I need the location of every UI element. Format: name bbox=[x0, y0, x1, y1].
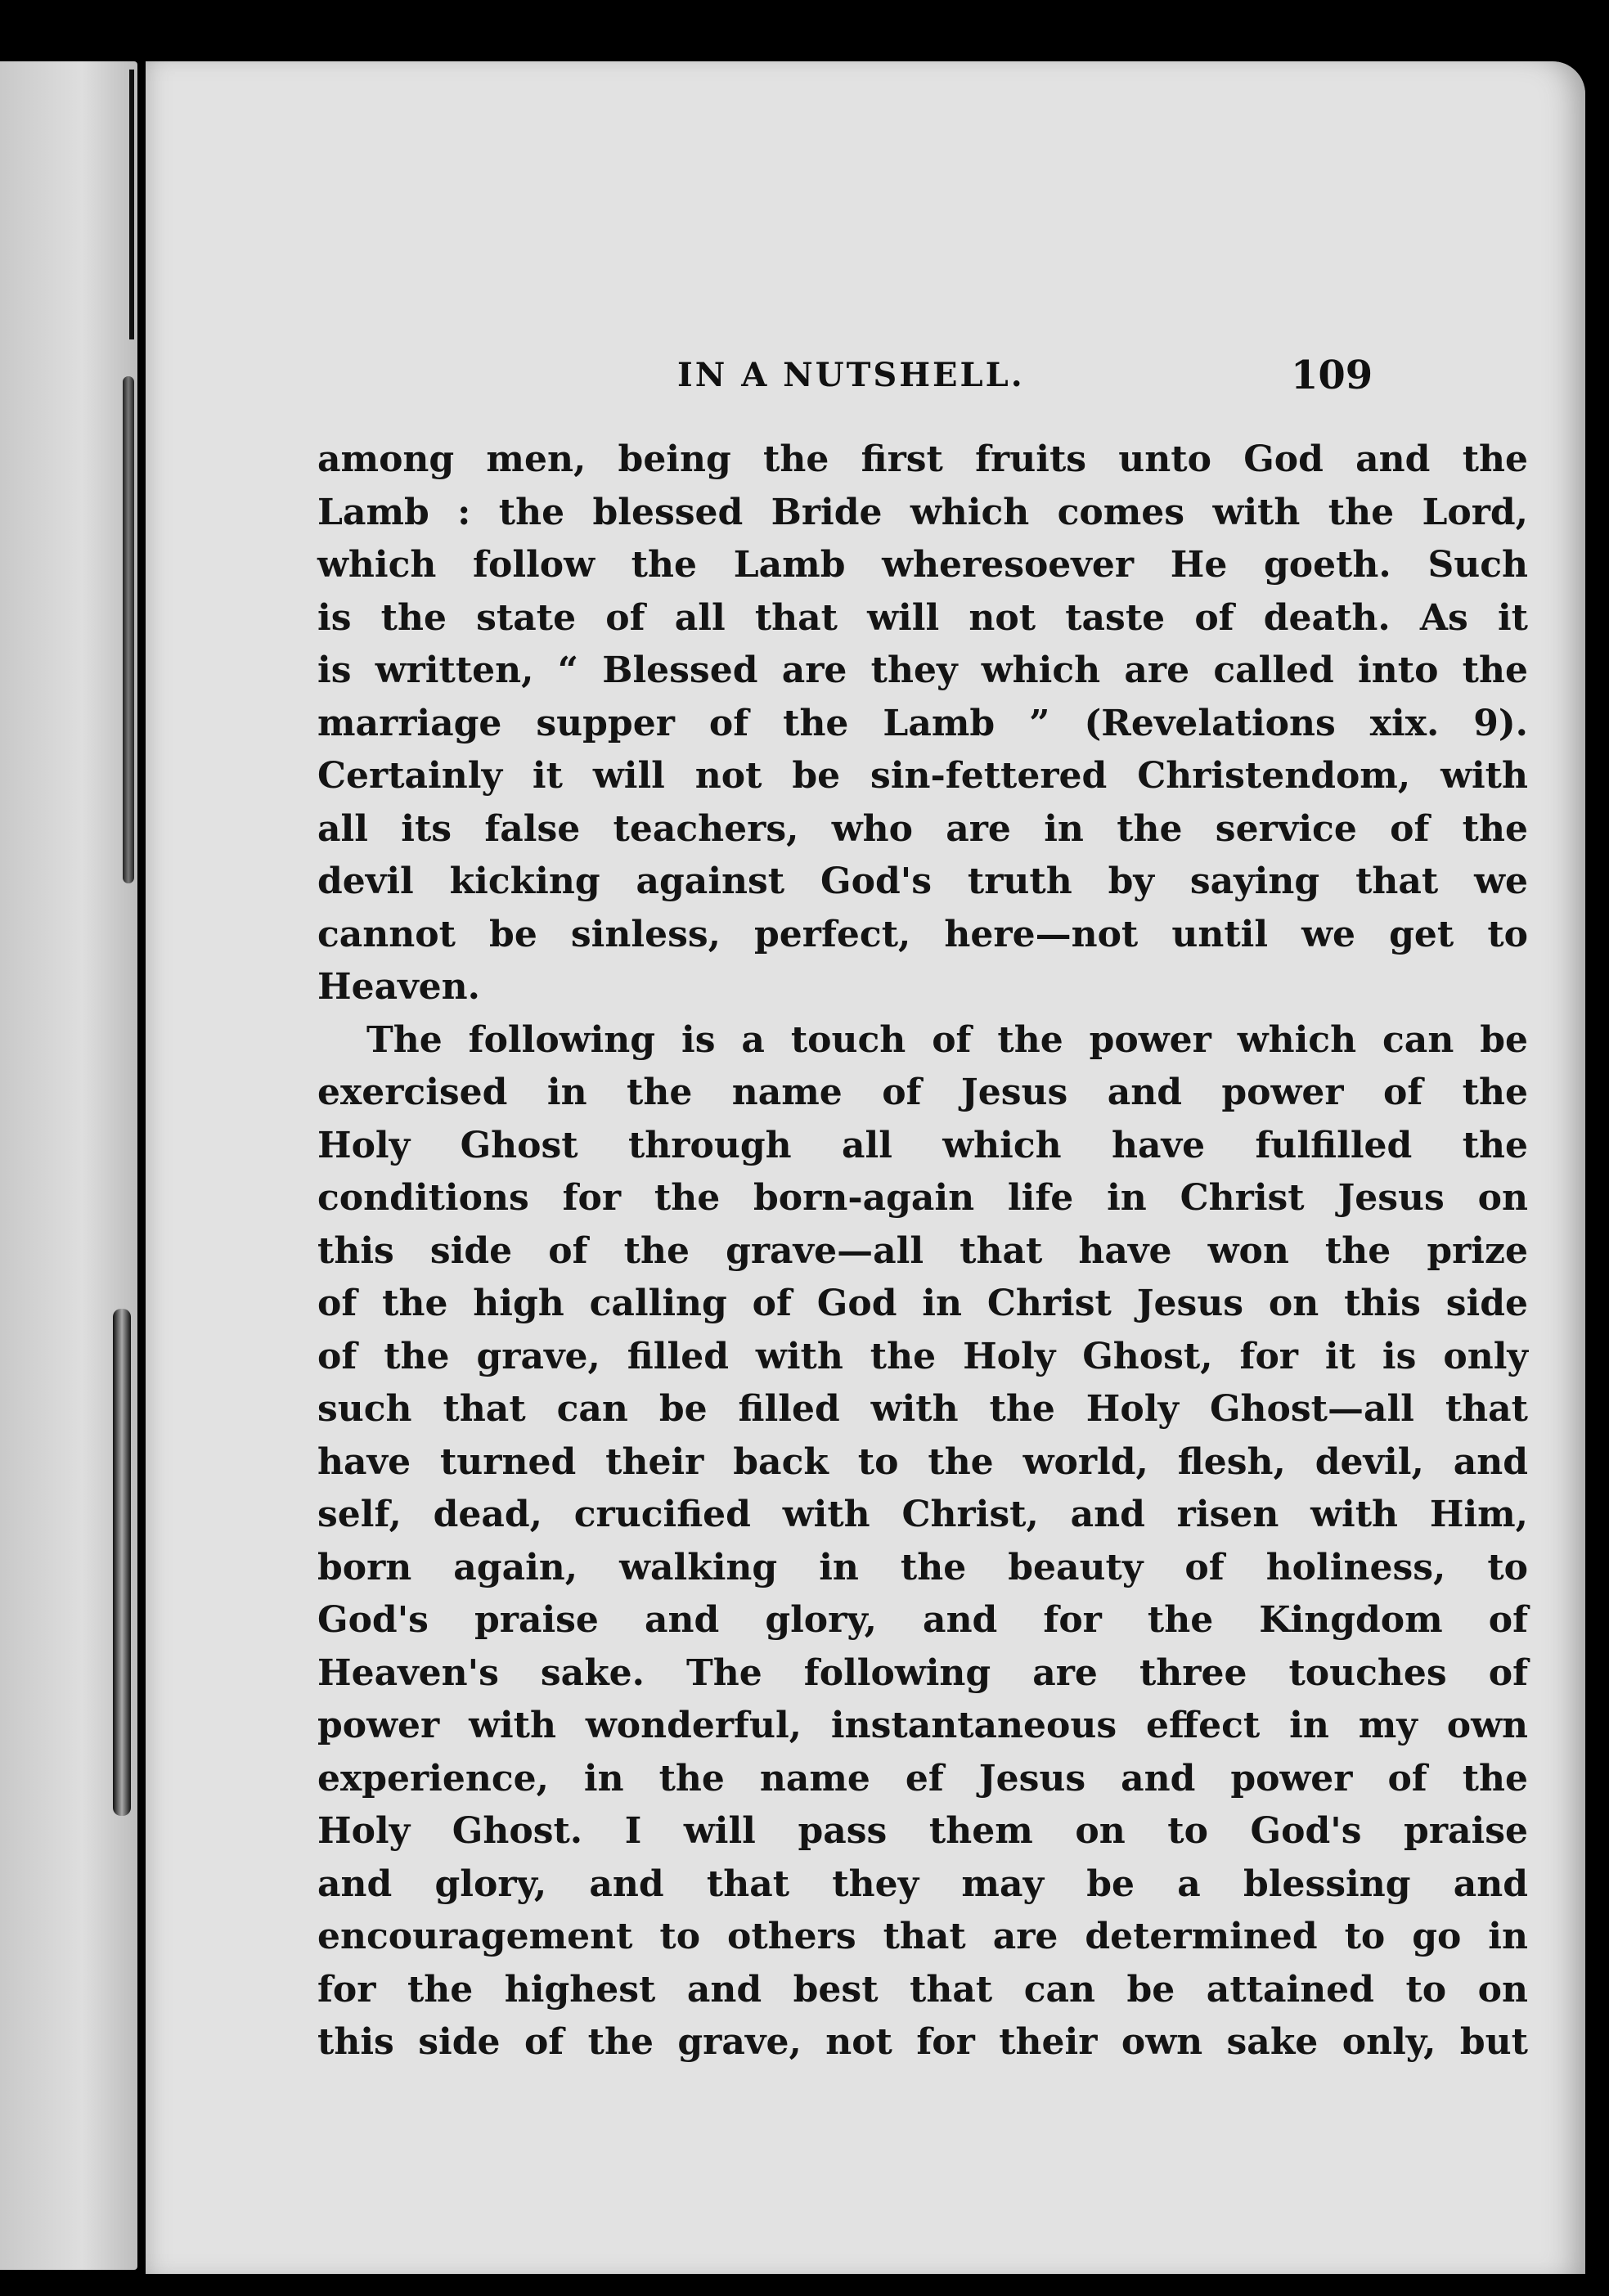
text-line: Certainly it will not be sin-fettered Christendom, with bbox=[317, 755, 1528, 797]
text-line: experience, in the name ef Jesus and power of the bbox=[317, 1757, 1528, 1800]
body-text bbox=[317, 434, 1528, 2069]
paragraph bbox=[317, 434, 1528, 1014]
gutter-shadow bbox=[113, 1309, 131, 1816]
text-line: which follow the Lamb wheresoever He goeth. Such bbox=[317, 544, 1528, 586]
text-line: this side of the grave, not for their own sake only, but bbox=[317, 2021, 1528, 2063]
text-line: Heaven's sake. The following are three touches of bbox=[317, 1651, 1528, 1694]
text-line: have turned their back to the world, flesh, devil, and bbox=[317, 1440, 1528, 1483]
text-line: of the high calling of God in Christ Jesus on this side bbox=[317, 1283, 1528, 1324]
gutter-shadow bbox=[129, 70, 134, 339]
text-line: God's praise and glory, and for the Kingdom of bbox=[317, 1599, 1528, 1641]
text-line: all its false teachers, who are in the service of the bbox=[317, 807, 1528, 850]
book-page bbox=[146, 61, 1585, 2274]
text-line: for the highest and best that can be attained to on bbox=[317, 1968, 1528, 2011]
text-line: such that can be filled with the Holy Ghost—all that bbox=[317, 1388, 1528, 1430]
text-line: of the grave, filled with the Holy Ghost, for it is only bbox=[317, 1335, 1528, 1377]
running-head bbox=[146, 353, 1585, 405]
text-line: among men, being the first fruits unto God and the bbox=[317, 438, 1528, 480]
text-line: is written, “ Blessed are they which are called into the bbox=[317, 649, 1528, 691]
text-line: and glory, and that they may be a blessing and bbox=[317, 1862, 1528, 1905]
text-line: Lamb : the blessed Bride which comes with the Lord, bbox=[317, 491, 1528, 533]
text-line: this side of the grave—all that have won the prize bbox=[317, 1229, 1528, 1272]
text-line: self, dead, crucified with Christ, and risen with Him, bbox=[317, 1494, 1528, 1535]
text-line: is the state of all that will not taste of death. As it bbox=[317, 596, 1528, 639]
page-number: 109 bbox=[1291, 353, 1373, 398]
text-line: exercised in the name of Jesus and power of the bbox=[317, 1072, 1528, 1113]
gutter-shadow bbox=[123, 376, 134, 883]
text-line: Heaven. bbox=[317, 966, 480, 1008]
paragraph bbox=[317, 1014, 1528, 2069]
text-line: Holy Ghost. I will pass them on to God's praise bbox=[317, 1810, 1528, 1852]
text-line: encouragement to others that are determined to go in bbox=[317, 1916, 1528, 1957]
running-head-title: IN A NUTSHELL. bbox=[677, 356, 1025, 394]
text-line: devil kicking against God's truth by saying that we bbox=[317, 860, 1528, 902]
text-line: The following is a touch of the power which can be bbox=[366, 1018, 1528, 1061]
text-line: cannot be sinless, perfect, here—not until we get to bbox=[317, 913, 1528, 955]
text-line: conditions for the born-again life in Christ Jesus on bbox=[317, 1177, 1528, 1219]
text-line: power with wonderful, instantaneous effect in my own bbox=[317, 1705, 1528, 1746]
text-line: born again, walking in the beauty of holiness, to bbox=[317, 1546, 1528, 1588]
facing-page-edge bbox=[0, 61, 137, 2270]
text-line: marriage supper of the Lamb ” (Revelations xix. 9). bbox=[317, 702, 1528, 744]
text-line: Holy Ghost through all which have fulfilled the bbox=[317, 1124, 1528, 1166]
